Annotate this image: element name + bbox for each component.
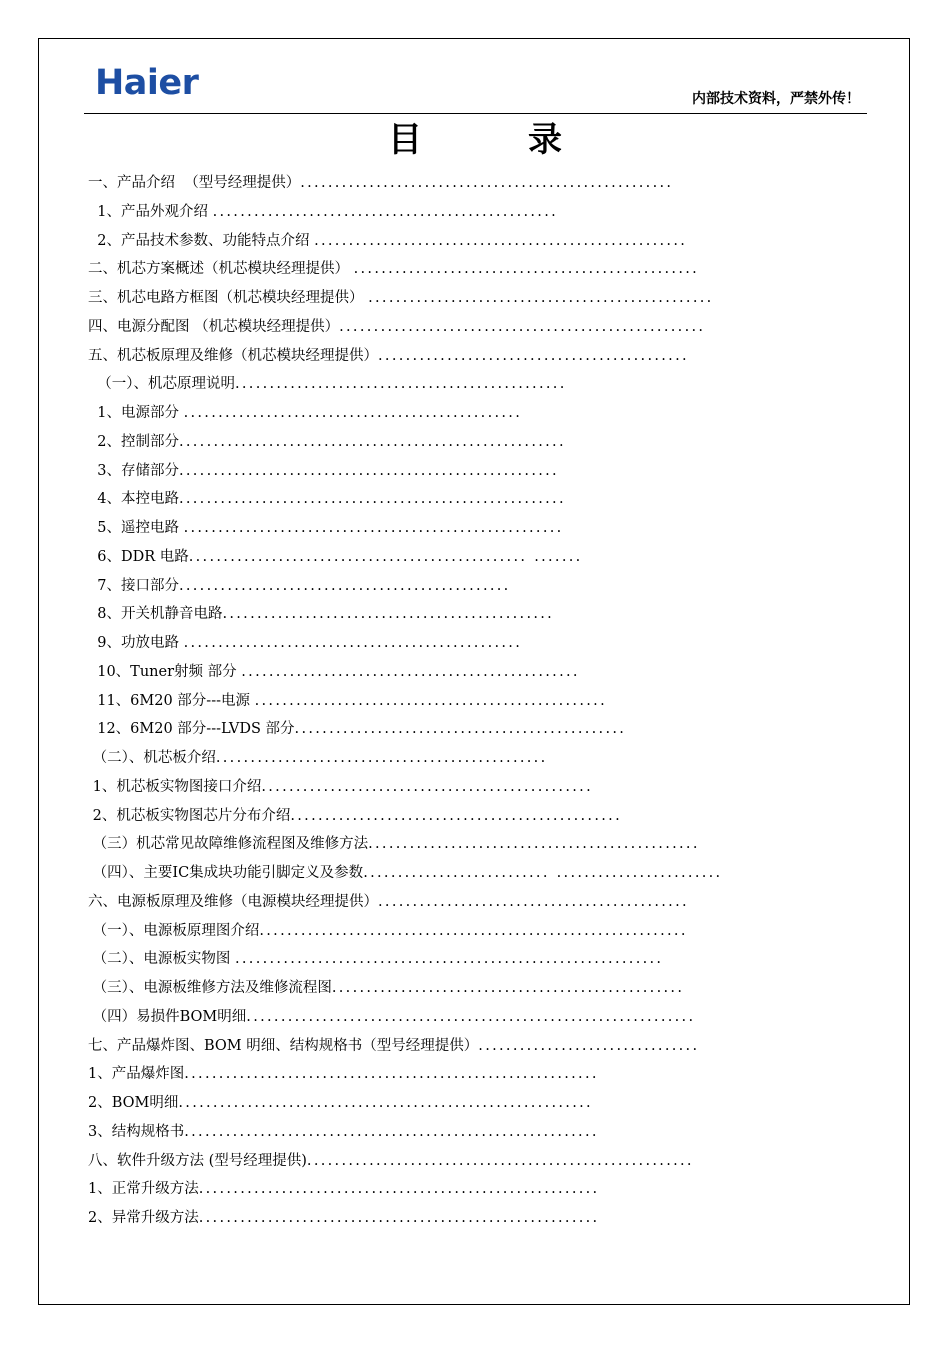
header-divider [84,113,867,114]
toc-entry-label: 六、电源板原理及维修（电源模块经理提供） [88,893,378,910]
toc-entry-leader-dots: ............................................................ [178,1095,593,1111]
toc-entry-leader-dots: ............................................. [378,347,689,364]
toc-entry-leader-dots: ..................................................... [339,318,706,335]
toc-entry-leader-dots: .................................................. [212,203,559,220]
toc-entry-label: 9、功放电路 [88,635,184,651]
toc-entry[interactable] [88,629,522,657]
toc-entry[interactable] [88,255,699,283]
toc-entry-label: （二）、电源板实物图 [88,951,235,968]
toc-entry-label: 五、机芯板原理及维修（机芯模块经理提供） [88,347,378,364]
toc-entry[interactable] [88,1175,599,1203]
toc-entry-leader-dots: ................................................ [261,778,593,795]
toc-entry[interactable] [88,284,714,312]
toc-entry-leader-dots: .............................................................. [234,951,664,968]
toc-entry-leader-dots: ...................................................... [314,232,688,249]
toc-entry-label: 1、正常升级方法 [88,1181,199,1198]
toc-entry-leader-dots: ................................................................. [246,1008,696,1025]
toc-entry-leader-dots: .......................................................... [198,1181,600,1198]
toc-entry-label: （三）机芯常见故障维修流程图及维修方法 [88,836,369,853]
toc-entry-label: 11、6M20 部分---电源 [88,692,255,709]
toc-entry-leader-dots: ............................................. [378,893,689,910]
toc-entry-label: 3、结构规格书 [88,1123,185,1140]
toc-entry[interactable] [88,917,688,945]
toc-entry-label: 8、开关机静音电路 [88,606,223,623]
toc-entry[interactable] [88,945,663,973]
toc-entry[interactable] [88,715,626,743]
toc-entry[interactable] [88,543,583,571]
toc-entry-label: 5、遥控电路 [88,520,184,536]
toc-entry[interactable] [88,802,622,830]
toc-entry-label: 四、电源分配图 （机芯模块经理提供） [88,318,340,335]
toc-entry-label: （二）、机芯板介绍 [88,750,216,766]
toc-entry[interactable] [88,830,700,858]
toc-entry-leader-dots: ................................................... [254,692,607,709]
toc-entry[interactable] [88,342,689,370]
toc-entry[interactable] [88,1147,694,1175]
toc-entry[interactable] [88,457,559,485]
toc-entry[interactable] [88,514,564,542]
toc-entry-leader-dots: ....................................................... [183,520,564,536]
toc-entry[interactable] [88,227,687,255]
toc-entry-label: 一、产品介绍 （型号经理提供） [88,175,301,191]
toc-entry-label: 1、电源部分 [88,405,184,421]
toc-entry-label: 2、异常升级方法 [88,1210,199,1226]
toc-entry-leader-dots: ................................................ [234,376,567,393]
toc-entry-leader-dots: ................................................ [294,721,627,738]
toc-entry-label: 2、控制部分 [88,433,179,450]
toc-entry[interactable] [88,1003,695,1031]
toc-entry[interactable] [88,974,684,1002]
toc-entry-leader-dots: ................................................. [241,663,580,680]
toc-entry-label: 七、产品爆炸图、BOM 明细、结构规格书（型号经理提供） [88,1037,479,1054]
toc-entry-label: 2、机芯板实物图芯片分布介绍 [88,807,291,824]
toc-entry[interactable] [88,572,511,600]
toc-entry-label: 1、产品爆炸图 [88,1066,185,1083]
toc-entry-label: 1、产品外观介绍 [88,203,213,220]
toc-entry-label: 二、机芯方案概述（机芯模块经理提供） [88,261,354,278]
toc-entry-label: 1、机芯板实物图接口介绍 [88,778,262,795]
toc-entry[interactable] [88,198,558,226]
toc-entry[interactable] [88,1032,699,1060]
confidential-notice: 内部技术资料，严禁外传！ [692,91,860,107]
toc-entry-leader-dots: ............................................................ [184,1066,599,1083]
toc-entry-label: 4、本控电路 [88,491,179,508]
toc-entry-label: 八、软件升级方法 (型号经理提供) [88,1152,307,1169]
toc-entry-label: 3、存储部分 [88,462,179,479]
haier-logo: Haier [95,63,199,103]
toc-entry-leader-dots: ................................................... [331,980,685,996]
toc-entry-leader-dots: ................................................ [222,606,555,623]
toc-entry-leader-dots: ........................... ........................ [363,865,723,881]
toc-entry[interactable] [88,600,554,628]
title-char-1: 目 [388,120,422,160]
toc-entry-label: （四）易损件BOM明细 [88,1008,247,1025]
toc-entry[interactable] [88,485,566,513]
toc-entry-leader-dots: ....................................................... [178,462,559,479]
toc-entry[interactable] [88,744,548,772]
toc-entry[interactable] [88,313,705,341]
toc-entry-leader-dots: ................................................. [183,635,523,651]
toc-entry-leader-dots: .......................................................... [198,1210,600,1226]
toc-entry[interactable] [88,658,580,686]
toc-entry[interactable] [88,1118,599,1146]
toc-entry-label: 12、6M20 部分---LVDS 部分 [88,721,295,738]
toc-entry-leader-dots: ................................................. ....... [188,548,583,565]
page-title [0,120,950,160]
toc-entry-leader-dots: .................................................. [353,261,700,278]
toc-entry-label: 三、机芯电路方框图（机芯模块经理提供） [88,290,369,306]
toc-entry-leader-dots: .............................................................. [259,922,688,939]
toc-entry[interactable] [88,888,689,916]
toc-entry-leader-dots: ................................ [478,1037,700,1054]
toc-entry[interactable] [88,687,607,715]
toc-entry[interactable] [88,1089,593,1117]
toc-entry-label: 6、DDR 电路 [88,548,189,565]
toc-entry-leader-dots: ...................................................... [300,175,674,191]
toc-entry-label: 2、BOM明细 [88,1095,179,1111]
toc-entry-leader-dots: .................................................. [368,290,714,306]
toc-entry[interactable] [88,169,673,197]
toc-entry-leader-dots: ................................................. [183,405,523,421]
toc-entry-label: 7、接口部分 [88,577,179,594]
toc-entry[interactable] [88,773,593,801]
toc-entry-leader-dots: ................................................ [368,836,700,853]
toc-entry[interactable] [88,1060,599,1088]
toc-entry[interactable] [88,428,566,456]
toc-entry-label: （三）、电源板维修方法及维修流程图 [88,980,332,996]
toc-entry-leader-dots: ................................................ [290,807,622,824]
toc-entry-label: （一）、电源板原理图介绍 [88,922,260,939]
toc-entry-label: （一）、机芯原理说明 [88,376,235,393]
toc-entry[interactable] [88,370,567,398]
title-char-2: 录 [528,120,562,160]
toc-entry[interactable] [88,399,522,427]
toc-entry-leader-dots: ........................................................ [178,491,566,508]
toc-entry-leader-dots: ................................................ [215,750,548,766]
toc-entry-label: 2、产品技术参数、功能特点介绍 [88,232,315,249]
toc-entry[interactable] [88,859,722,887]
toc-entry[interactable] [88,1204,599,1232]
toc-entry-leader-dots: ................................................ [178,577,511,594]
toc-entry-label: （四）、主要IC集成块功能引脚定义及参数 [88,865,364,881]
toc-entry-leader-dots: ........................................................ [178,433,566,450]
toc-entry-leader-dots: ............................................................ [184,1123,599,1140]
toc-entry-label: 10、Tuner射频 部分 [88,663,242,680]
toc-entry-leader-dots: ........................................................ [306,1152,694,1169]
